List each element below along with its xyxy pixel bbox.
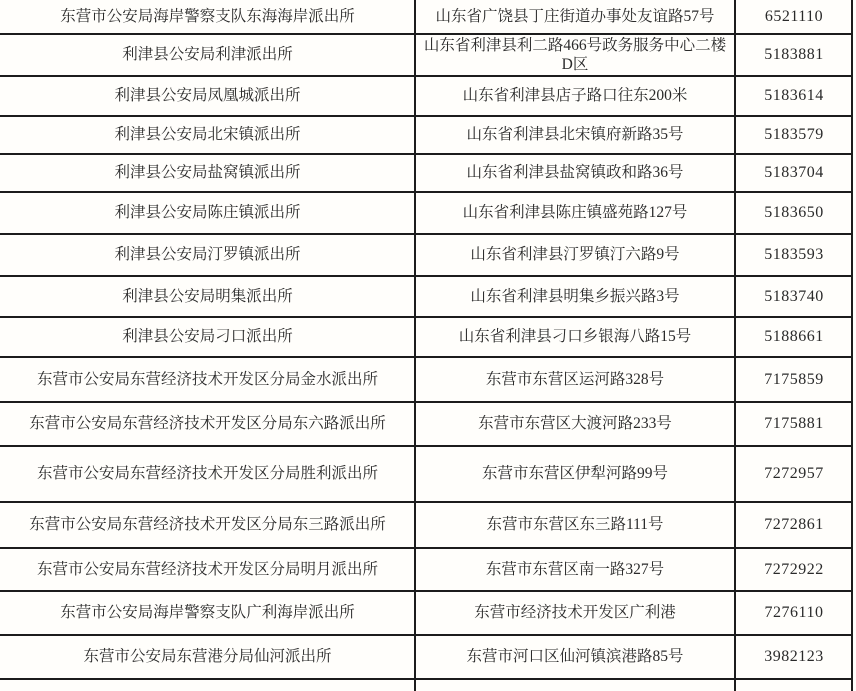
address-cell: 山东省利津县刁口乡银海八路15号: [458, 328, 692, 346]
station-name-cell: 东营市公安局东营经济技术开发区分局胜利派出所: [36, 465, 378, 483]
phone-number-cell: 5183704: [764, 164, 824, 181]
address-cell: 东营市东营区南一路327号: [485, 560, 665, 578]
table-row: [0, 358, 853, 403]
station-name-cell: 利津县公安局凤凰城派出所: [114, 87, 301, 105]
phone-number-cell: 7175881: [764, 415, 824, 432]
phone-number-cell: 7272922: [764, 560, 824, 578]
station-name-cell: 利津县公安局陈庄镇派出所: [114, 204, 301, 222]
station-name-cell: 东营市公安局东营经济技术开发区分局东六路派出所: [29, 415, 386, 433]
phone-number-cell: 5183579: [764, 126, 824, 143]
phone-number-cell: 5183614: [764, 87, 824, 104]
phone-number-cell: 7276110: [764, 604, 824, 621]
table-row: [0, 35, 853, 77]
table-row: [0, 235, 853, 277]
table-row: [0, 503, 853, 549]
phone-number-cell: 5183650: [764, 204, 824, 221]
phone-number-cell: 7272861: [764, 516, 824, 533]
station-name-cell: 利津县公安局盐窝镇派出所: [114, 164, 301, 182]
column-divider-1: [414, 0, 416, 691]
table-row: [0, 277, 853, 318]
address-cell: 山东省利津县汀罗镇汀六路9号: [470, 246, 680, 264]
address-cell: 山东省广饶县丁庄街道办事处友谊路57号: [435, 7, 715, 25]
table-right-border: [851, 0, 853, 691]
table-row: [0, 318, 853, 358]
station-name-cell: 利津县公安局刁口派出所: [122, 328, 293, 346]
table-row: [0, 193, 853, 235]
phone-number-cell: 5188661: [764, 328, 824, 345]
station-name-cell: 利津县公安局北宋镇派出所: [114, 126, 301, 144]
address-cell: 山东省利津县店子路口往东200米: [462, 87, 688, 105]
table-row: [0, 0, 853, 35]
phone-number-cell: 5183740: [764, 287, 824, 305]
phone-number-cell: 5183881: [764, 46, 824, 63]
address-cell: 山东省利津县陈庄镇盛苑路127号: [462, 204, 688, 222]
address-cell: 东营市东营区东三路111号: [486, 516, 664, 534]
address-cell: 山东省利津县北宋镇府新路35号: [466, 126, 684, 144]
phone-number-cell: 7272957: [764, 465, 824, 482]
station-name-cell: 利津县公安局利津派出所: [122, 46, 293, 64]
table-row: [0, 447, 853, 503]
station-name-cell: 东营市公安局海岸警察支队广利海岸派出所: [60, 604, 355, 622]
station-name-cell: 东营市公安局东营经济技术开发区分局明月派出所: [36, 560, 378, 578]
address-cell: 山东省利津县盐窝镇政和路36号: [466, 164, 684, 182]
phone-number-cell: 7175859: [764, 370, 824, 388]
phone-number-cell: 6521110: [764, 7, 824, 25]
station-name-cell: 利津县公安局汀罗镇派出所: [114, 246, 301, 264]
address-cell: 东营市东营区伊犁河路99号: [481, 465, 668, 483]
column-divider-2: [734, 0, 736, 691]
table-row: [0, 155, 853, 193]
phone-number-cell: 3982123: [764, 648, 824, 665]
address-cell: 东营市河口区仙河镇滨港路85号: [466, 648, 684, 666]
table-row: [0, 77, 853, 117]
table-row: [0, 117, 853, 155]
address-cell: 东营市经济技术开发区广利港: [474, 604, 676, 622]
table-row: [0, 592, 853, 636]
station-name-cell: 东营市公安局东营经济技术开发区分局东三路派出所: [29, 516, 386, 534]
station-name-cell: 东营市公安局海岸警察支队东海海岸派出所: [60, 7, 355, 25]
address-cell: 东营市东营区大渡河路233号: [478, 415, 672, 433]
table-row: [0, 636, 853, 680]
address-cell: 东营市东营区运河路328号: [485, 370, 665, 388]
station-name-cell: 东营市公安局东营港分局仙河派出所: [83, 648, 332, 666]
address-cell: 山东省利津县利二路466号政务服务中心二楼D区: [423, 36, 727, 73]
address-cell: 山东省利津县明集乡振兴路3号: [470, 287, 680, 305]
table-row: [0, 403, 853, 447]
station-name-cell: 利津县公安局明集派出所: [122, 287, 293, 305]
station-name-cell: 东营市公安局东营经济技术开发区分局金水派出所: [36, 370, 378, 388]
table-row: [0, 549, 853, 592]
phone-number-cell: 5183593: [764, 246, 824, 263]
